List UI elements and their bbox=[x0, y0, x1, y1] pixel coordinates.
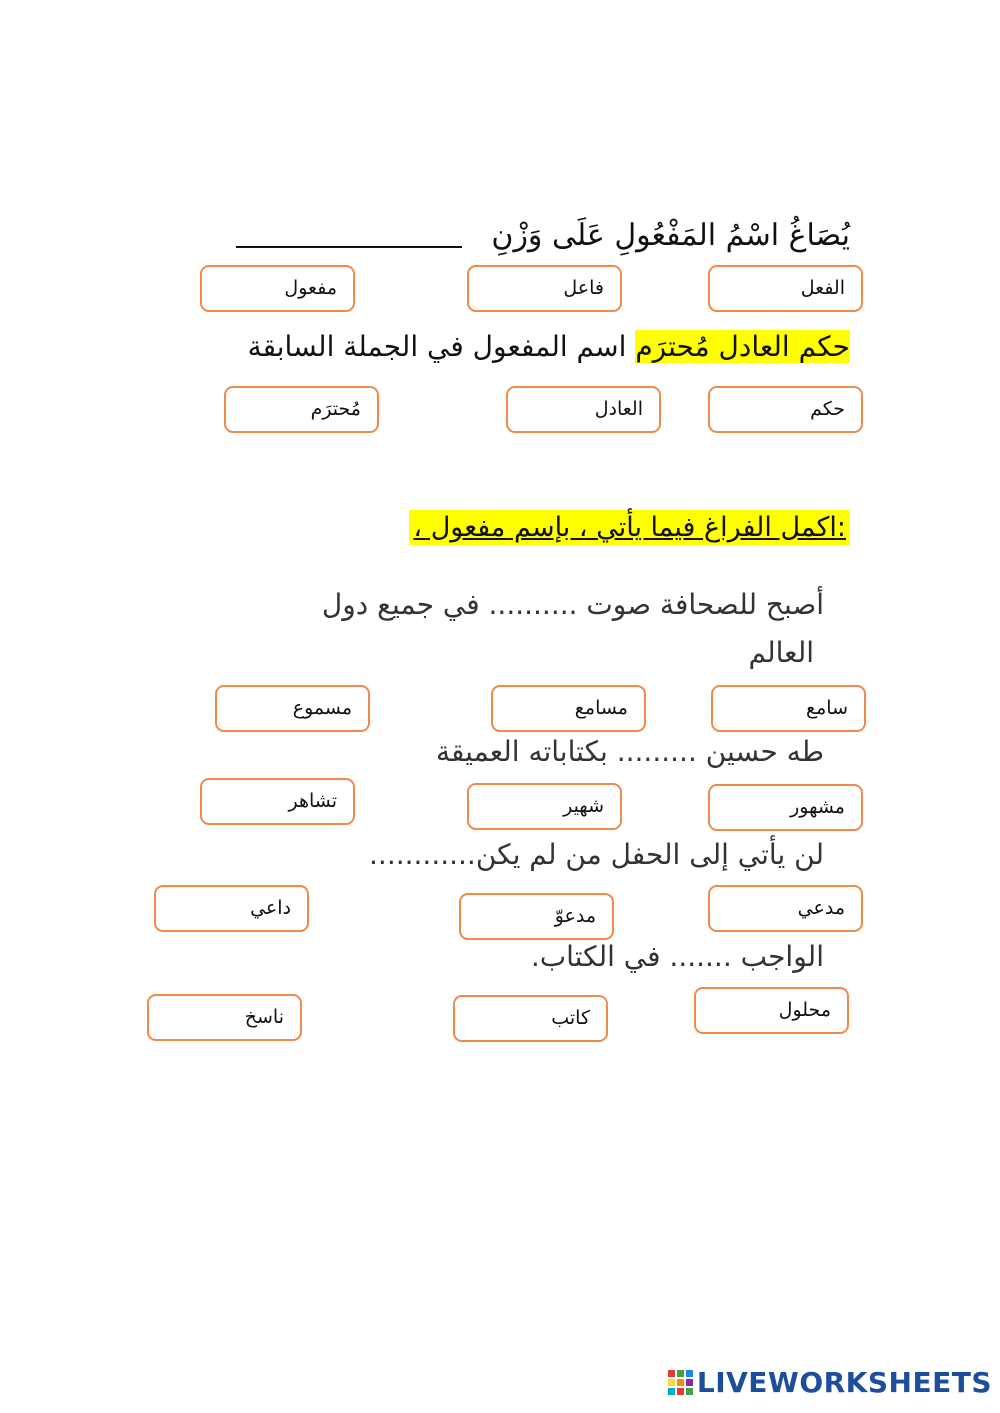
s1-option-3[interactable]: مسموع bbox=[215, 685, 370, 732]
liveworksheets-logo-icon bbox=[668, 1370, 693, 1395]
sentence-1-line-1: أصبح للصحافة صوت .......... في جميع دول bbox=[321, 588, 824, 621]
s3-option-1[interactable]: مدعي bbox=[708, 885, 863, 932]
question-2-prompt bbox=[248, 330, 850, 363]
q1-option-3[interactable]: مفعول bbox=[200, 265, 355, 312]
q2-option-1[interactable]: حكم bbox=[708, 386, 863, 433]
q1-option-2[interactable]: فاعل bbox=[467, 265, 622, 312]
s1-option-2[interactable]: مسامع bbox=[491, 685, 646, 732]
question-1-blank bbox=[236, 246, 462, 248]
s1-option-1[interactable]: سامع bbox=[711, 685, 866, 732]
s3-option-3[interactable]: داعي bbox=[154, 885, 309, 932]
liveworksheets-logo-text: LIVEWORKSHEETS bbox=[696, 1366, 992, 1399]
q2-option-3[interactable]: مُحترَم bbox=[224, 386, 379, 433]
s4-option-2[interactable]: كاتب bbox=[453, 995, 608, 1042]
s4-option-3[interactable]: ناسخ bbox=[147, 994, 302, 1041]
s2-option-3[interactable]: تشاهر bbox=[200, 778, 355, 825]
s4-option-1[interactable]: محلول bbox=[694, 987, 849, 1034]
s3-option-2[interactable]: مدعوّ bbox=[459, 893, 614, 940]
s2-option-2[interactable]: شهير bbox=[467, 783, 622, 830]
sentence-3: لن يأتي إلى الحفل من لم يكن............ bbox=[369, 838, 824, 871]
question-2-highlighted-sentence: حكم العادل مُحترَم bbox=[635, 330, 850, 363]
sentence-1-line-2: العالم bbox=[748, 636, 814, 669]
q1-option-1[interactable]: الفعل bbox=[708, 265, 863, 312]
question-1-prompt: يُصَاغُ اسْمُ المَفْعُولِ عَلَى وَزْنِ bbox=[491, 218, 850, 253]
q2-option-2[interactable]: العادل bbox=[506, 386, 661, 433]
s2-option-1[interactable]: مشهور bbox=[708, 784, 863, 831]
question-2-prompt-rest: اسم المفعول في الجملة السابقة bbox=[247, 330, 636, 363]
fill-blank-instruction: :اكمل الفراغ فيما يأتي ، بإسم مفعول ، bbox=[409, 510, 850, 545]
sentence-4: الواجب ....... في الكتاب. bbox=[530, 940, 824, 973]
liveworksheets-logo bbox=[668, 1366, 992, 1399]
sentence-2: طه حسين ......... بكتاباته العميقة bbox=[435, 735, 824, 768]
